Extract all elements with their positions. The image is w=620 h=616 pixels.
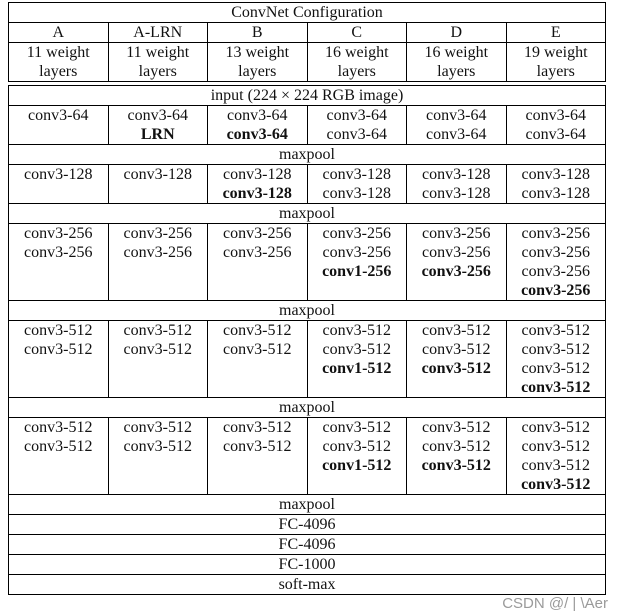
layer-entry: conv3-128 — [521, 166, 590, 183]
layer-entry: conv3-256 — [223, 244, 292, 261]
column-desc-line: layers — [138, 63, 177, 80]
layer-entry: conv3-512 — [223, 438, 292, 455]
column-name-b: B — [208, 23, 308, 43]
maxpool-2: maxpool — [9, 204, 606, 224]
column-desc-line: layers — [238, 63, 277, 80]
layer-entry: conv3-512 — [521, 438, 590, 455]
column-desc-a — [9, 43, 109, 82]
tail-layer-1: FC-4096 — [9, 515, 606, 535]
layer-cell-b — [208, 224, 308, 301]
layer-cell-a-lrn — [108, 321, 208, 398]
column-name-d: D — [407, 23, 507, 43]
layer-entry: conv3-512 — [421, 360, 491, 377]
layer-entry: conv3-512 — [24, 438, 93, 455]
conv-block-5-row — [9, 418, 606, 495]
layer-entry: conv3-256 — [24, 225, 93, 242]
maxpool-3-row — [9, 301, 606, 321]
layer-entry: conv3-64 — [226, 126, 288, 143]
layer-entry: conv3-512 — [223, 341, 292, 358]
layer-entry: conv3-512 — [223, 322, 292, 339]
layer-entry: conv3-512 — [24, 419, 93, 436]
column-desc-line: layers — [337, 63, 376, 80]
layer-cell-a-lrn — [108, 418, 208, 495]
layer-entry: conv1-512 — [322, 457, 392, 474]
layer-entry: conv3-64 — [525, 107, 586, 124]
tail-layer-1-row — [9, 515, 606, 535]
column-desc-line: layers — [437, 63, 476, 80]
column-name-c: C — [307, 23, 407, 43]
watermark: CSDN @/ | \Aer — [502, 595, 608, 612]
conv-block-4-row — [9, 321, 606, 398]
layer-entry: conv3-512 — [422, 438, 491, 455]
convnet-config-table-container — [8, 2, 606, 595]
column-desc-c — [307, 43, 407, 82]
layer-entry: conv3-128 — [223, 166, 292, 183]
layer-entry: conv3-512 — [322, 419, 391, 436]
layer-cell-d — [407, 418, 507, 495]
layer-entry: conv3-512 — [422, 419, 491, 436]
layer-entry: conv3-512 — [322, 438, 391, 455]
tail-layer-3: FC-1000 — [9, 555, 606, 575]
column-desc-line: layers — [536, 63, 575, 80]
tail-layer-3-row — [9, 555, 606, 575]
layer-entry: conv3-128 — [123, 166, 192, 183]
column-desc-line: 16 weight — [324, 44, 389, 61]
layer-entry: conv3-512 — [422, 322, 491, 339]
layer-entry: conv3-512 — [521, 322, 590, 339]
column-desc-d — [407, 43, 507, 82]
layer-entry: conv3-256 — [223, 225, 292, 242]
layer-entry: conv1-512 — [322, 360, 392, 377]
layer-entry: conv3-256 — [421, 263, 491, 280]
layer-cell-a — [9, 106, 109, 145]
table-title: ConvNet Configuration — [9, 3, 606, 23]
layer-cell-a — [9, 165, 109, 204]
layer-entry: LRN — [140, 126, 175, 143]
layer-cell-d — [407, 224, 507, 301]
layer-entry: conv3-128 — [322, 166, 391, 183]
layer-entry: conv3-256 — [322, 225, 391, 242]
column-desc-line: 16 weight — [424, 44, 489, 61]
layer-entry: conv3-128 — [222, 185, 292, 202]
layer-entry: conv3-256 — [521, 244, 590, 261]
layer-cell-c — [307, 106, 407, 145]
layer-entry: conv3-64 — [227, 107, 288, 124]
maxpool-4-row — [9, 398, 606, 418]
tail-layer-4-row — [9, 575, 606, 595]
layer-entry: conv3-512 — [123, 438, 192, 455]
column-name-a-lrn: A-LRN — [108, 23, 208, 43]
layer-entry: conv3-512 — [421, 457, 491, 474]
layer-cell-d — [407, 321, 507, 398]
column-name-a: A — [9, 23, 109, 43]
conv-block-3-row — [9, 224, 606, 301]
column-desc-a-lrn — [108, 43, 208, 82]
layer-entry: conv3-128 — [422, 166, 491, 183]
layer-cell-b — [208, 165, 308, 204]
tail-layer-4: soft-max — [9, 575, 606, 595]
layer-cell-c — [307, 321, 407, 398]
layer-entry: conv3-512 — [521, 379, 591, 396]
layer-entry: conv3-256 — [123, 244, 192, 261]
layer-entry: conv3-256 — [521, 282, 591, 299]
layer-entry: conv3-512 — [521, 341, 590, 358]
column-desc-line: 11 weight — [26, 44, 90, 61]
layer-cell-a-lrn — [108, 106, 208, 145]
column-desc-line: layers — [39, 63, 78, 80]
layer-entry: conv3-512 — [322, 341, 391, 358]
maxpool-1: maxpool — [9, 145, 606, 165]
column-desc-row — [9, 43, 606, 82]
table-title-row — [9, 3, 606, 23]
layer-entry: conv3-64 — [426, 107, 487, 124]
column-name-row — [9, 23, 606, 43]
maxpool-3: maxpool — [9, 301, 606, 321]
layer-entry: conv3-512 — [24, 322, 93, 339]
layer-cell-e — [506, 106, 606, 145]
layer-cell-d — [407, 165, 507, 204]
layer-entry: conv3-128 — [422, 185, 491, 202]
layer-entry: conv3-256 — [24, 244, 93, 261]
conv-block-1-row — [9, 106, 606, 145]
layer-entry: conv3-256 — [521, 225, 590, 242]
layer-entry: conv3-128 — [322, 185, 391, 202]
maxpool-1-row — [9, 145, 606, 165]
tail-layer-2: FC-4096 — [9, 535, 606, 555]
layer-entry: conv1-256 — [322, 263, 392, 280]
layer-cell-a-lrn — [108, 224, 208, 301]
layer-cell-a — [9, 224, 109, 301]
layer-entry: conv3-512 — [24, 341, 93, 358]
conv-block-2-row — [9, 165, 606, 204]
maxpool-5-row — [9, 495, 606, 515]
layer-cell-c — [307, 418, 407, 495]
layer-entry: conv3-512 — [123, 322, 192, 339]
layer-entry: conv3-512 — [123, 419, 192, 436]
layer-entry: conv3-128 — [521, 185, 590, 202]
column-desc-b — [208, 43, 308, 82]
layer-entry: conv3-256 — [123, 225, 192, 242]
layer-cell-b — [208, 418, 308, 495]
layer-entry: conv3-64 — [525, 126, 586, 143]
layer-entry: conv3-64 — [326, 107, 387, 124]
layer-cell-c — [307, 224, 407, 301]
layer-entry: conv3-128 — [24, 166, 93, 183]
layer-entry: conv3-256 — [422, 225, 491, 242]
layer-entry: conv3-512 — [422, 341, 491, 358]
column-desc-line: 11 weight — [126, 44, 190, 61]
layer-entry: conv3-512 — [521, 360, 590, 377]
maxpool-2-row — [9, 204, 606, 224]
layer-entry: conv3-64 — [28, 107, 89, 124]
layer-entry: conv3-64 — [127, 107, 188, 124]
layer-cell-c — [307, 165, 407, 204]
layer-entry: conv3-512 — [521, 476, 591, 493]
maxpool-5: maxpool — [9, 495, 606, 515]
column-name-e: E — [506, 23, 606, 43]
layer-entry: conv3-512 — [123, 341, 192, 358]
column-desc-e — [506, 43, 606, 82]
layer-cell-e — [506, 224, 606, 301]
column-desc-line: 19 weight — [523, 44, 588, 61]
layer-entry: conv3-256 — [322, 244, 391, 261]
input-label-row — [9, 86, 606, 106]
layer-cell-d — [407, 106, 507, 145]
layer-entry: conv3-256 — [422, 244, 491, 261]
layer-entry: conv3-512 — [521, 419, 590, 436]
layer-cell-a — [9, 321, 109, 398]
layer-entry: conv3-256 — [521, 263, 590, 280]
column-desc-line: 13 weight — [225, 44, 290, 61]
layer-entry: conv3-512 — [521, 457, 590, 474]
layer-cell-e — [506, 321, 606, 398]
layer-cell-e — [506, 418, 606, 495]
layer-cell-b — [208, 106, 308, 145]
layer-entry: conv3-512 — [223, 419, 292, 436]
tail-layer-2-row — [9, 535, 606, 555]
layer-entry: conv3-64 — [426, 126, 487, 143]
layer-cell-e — [506, 165, 606, 204]
maxpool-4: maxpool — [9, 398, 606, 418]
layer-cell-a — [9, 418, 109, 495]
layer-entry: conv3-512 — [322, 322, 391, 339]
layer-cell-b — [208, 321, 308, 398]
convnet-config-table — [8, 2, 606, 595]
input-label: input (224 × 224 RGB image) — [9, 86, 606, 106]
layer-cell-a-lrn — [108, 165, 208, 204]
layer-entry: conv3-64 — [326, 126, 387, 143]
